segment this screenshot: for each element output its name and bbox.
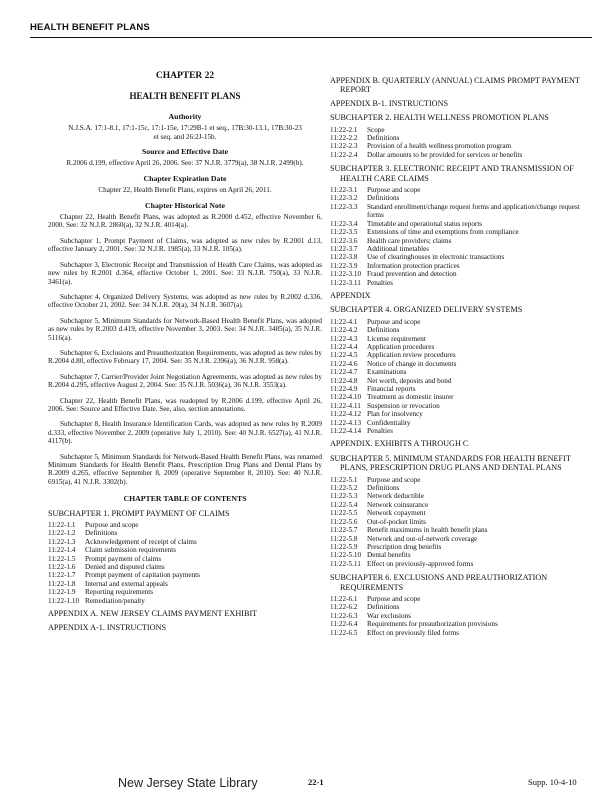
chapter-name: HEALTH BENEFIT PLANS xyxy=(129,91,241,102)
toc-appendix-heading: APPENDIX. EXHIBITS A THROUGH C xyxy=(330,439,469,449)
toc-section-title: Definitions xyxy=(367,484,400,493)
toc-section-title: Network and out-of-network coverage xyxy=(367,534,478,543)
history-paragraph: Subchapter 5, Minimum Standards for Network-Based Health Benefit Plans, was renamed Minimum Standards for Health Benefit Plans, Prescription Drug Plans and Dental Plans by R.2009 d.265, effective September 8, 2009 (operative September 8, 2010). See: 40 N.J.R. 6915(a), 41 N.J.R. 3302(b). xyxy=(48,452,322,486)
toc-section-number: 11:22-1.3 xyxy=(48,537,76,546)
toc-section-entry xyxy=(48,546,322,554)
toc-subchapter-heading: SUBCHAPTER 6. EXCLUSIONS AND PREAUTHORIZATION REQUIREMENTS xyxy=(330,573,548,592)
toc-appendix-heading: APPENDIX A-1. INSTRUCTIONS xyxy=(48,622,167,632)
toc-section-number: 11:22-3.10 xyxy=(330,270,362,279)
toc-section-number: 11:22-5.8 xyxy=(330,534,358,543)
toc-section-number: 11:22-5.3 xyxy=(330,492,358,501)
toc-section-title: Prompt payment of claims xyxy=(85,554,162,563)
toc-section-title: Definitions xyxy=(367,603,400,612)
source-text: R.2006 d.199, effective April 26, 2006. See: 37 N.J.R. 3779(a), 38 N.J.R. 2499(b). xyxy=(66,159,304,168)
toc-section-number: 11:22-3.6 xyxy=(330,236,358,245)
toc-section-entry xyxy=(330,501,588,509)
toc-section-title: Use of clearinghouses in electronic transactions xyxy=(367,253,505,262)
toc-section-entry xyxy=(330,377,588,385)
toc-section-number: 11:22-5.2 xyxy=(330,484,358,493)
toc-section-number: 11:22-1.6 xyxy=(48,563,76,572)
toc-section-entry xyxy=(330,518,588,526)
toc-section-title: Standard enrollment/change request forms and application/change request forms xyxy=(367,202,580,220)
toc-section-entry xyxy=(330,228,588,236)
toc-section-title: Purpose and scope xyxy=(85,521,139,530)
toc-appendix-heading: APPENDIX A. NEW JERSEY CLAIMS PAYMENT EXHIBIT xyxy=(48,609,258,619)
toc-section-entry xyxy=(330,410,588,418)
toc-section-title: Suspension or revocation xyxy=(367,401,440,410)
toc-section-title: Purpose and scope xyxy=(367,475,421,484)
toc-section-number: 11:22-3.4 xyxy=(330,219,358,228)
history-paragraph: Subchapter 8, Health Insurance Identification Cards, was adopted as new rules by R.2009 d.333, effective November 2, 2009 (operative July 1, 2010). See: 40 N.J.R. 6527(a), 41 N.J.R. 4117(b). xyxy=(48,420,322,446)
toc-section-title: Definitions xyxy=(367,134,400,143)
toc-section-number: 11:22-3.1 xyxy=(330,186,358,195)
toc-section-number: 11:22-5.6 xyxy=(330,517,358,526)
toc-appendix-heading: APPENDIX B-1. INSTRUCTIONS xyxy=(330,98,449,108)
toc-section-title: Fraud prevention and detection xyxy=(367,270,457,279)
toc-section-entry xyxy=(330,194,588,202)
toc-section-entry xyxy=(330,419,588,427)
toc-section-number: 11:22-4.4 xyxy=(330,342,358,351)
toc-section-number: 11:22-1.7 xyxy=(48,571,76,580)
toc-section-title: Additional timetables xyxy=(367,244,430,253)
toc-section-title: Out-of-pocket limits xyxy=(367,517,426,526)
history-paragraph: Subchapter 3, Electronic Receipt and Transmission of Health Care Claims, was adopted as new rules by R.2001 d.364, effective October 1, 2001. See: 33 N.J.R. 750(a), 33 N.J.R. 3461(a). xyxy=(48,260,322,286)
source-heading: Source and Effective Date xyxy=(141,147,229,157)
toc-section-entry xyxy=(330,186,588,194)
toc-section-title: Denied and disputed claims xyxy=(85,563,165,572)
toc-section-number: 11:22-3.3 xyxy=(330,202,358,211)
expiration-heading: Chapter Expiration Date xyxy=(143,173,227,183)
toc-section-title: Purpose and scope xyxy=(367,594,421,603)
toc-section-number: 11:22-6.4 xyxy=(330,620,358,629)
toc-section-number: 11:22-4.12 xyxy=(330,410,362,419)
toc-section-entry xyxy=(330,237,588,245)
toc-section-number: 11:22-6.3 xyxy=(330,611,358,620)
toc-section-number: 11:22-2.4 xyxy=(330,150,358,159)
toc-section-entry xyxy=(330,629,588,637)
toc-section-entry xyxy=(330,427,588,435)
toc-section-title: Remediation/penalty xyxy=(85,596,145,605)
toc-section-title: Requirements for preauthorization provisions xyxy=(367,620,498,629)
toc-section-number: 11:22-5.10 xyxy=(330,551,362,560)
toc-section-number: 11:22-4.1 xyxy=(330,317,358,326)
toc-section-entry xyxy=(330,270,588,278)
toc-section-title: Effect on previously filed forms xyxy=(367,628,460,637)
toc-section-entry xyxy=(330,620,588,628)
toc-section-entry xyxy=(330,535,588,543)
toc-section-number: 11:22-4.7 xyxy=(330,368,358,377)
toc-section-title: Definitions xyxy=(367,326,400,335)
toc-section-entry xyxy=(48,597,322,605)
toc-subchapter-heading: SUBCHAPTER 2. HEALTH WELLNESS PROMOTION PLANS xyxy=(330,113,549,123)
toc-section-number: 11:22-5.4 xyxy=(330,500,358,509)
toc-section-entry xyxy=(330,351,588,359)
toc-section-entry xyxy=(330,484,588,492)
toc-section-number: 11:22-6.1 xyxy=(330,594,358,603)
toc-section-number: 11:22-6.2 xyxy=(330,603,358,612)
toc-section-title: Notice of change in documents xyxy=(367,359,457,368)
toc-section-entry xyxy=(330,560,588,568)
toc-section-title: Application review procedures xyxy=(367,351,456,360)
toc-subchapter-heading: SUBCHAPTER 4. ORGANIZED DELIVERY SYSTEMS xyxy=(330,305,523,315)
footer-library-stamp: New Jersey State Library xyxy=(118,776,258,790)
history-paragraph: Subchapter 1, Prompt Payment of Claims, was adopted as new rules by R.2001 d.13, effective January 2, 2001. See: 32 N.J.R. 1985(a), 33 N.J.R. 105(a). xyxy=(48,236,322,254)
history-paragraph: Chapter 22, Health Benefit Plans, was adopted as R.2000 d.452, effective November 6, 2000. See: 32 N.J.R. 2860(a), 32 N.J.R. 4014(a). xyxy=(48,213,322,230)
toc-heading: CHAPTER TABLE OF CONTENTS xyxy=(123,494,247,504)
toc-section-entry xyxy=(330,151,588,159)
toc-section-title: Definitions xyxy=(367,194,400,203)
toc-section-title: Dollar amounts to be provided for services or benefits xyxy=(367,150,523,159)
toc-section-entry xyxy=(48,538,322,546)
toc-section-number: 11:22-1.9 xyxy=(48,588,76,597)
toc-section-entry xyxy=(330,262,588,270)
toc-section-entry xyxy=(330,551,588,559)
toc-section-entry xyxy=(330,142,588,150)
toc-section-title: Network deductible xyxy=(367,492,424,501)
toc-section-entry xyxy=(330,126,588,134)
toc-section-number: 11:22-4.13 xyxy=(330,418,362,427)
toc-section-title: Provision of a health wellness promotion program xyxy=(367,142,512,151)
toc-section-title: Effect on previously-approved forms xyxy=(367,559,474,568)
toc-section-title: Net worth, deposits and bond xyxy=(367,376,452,385)
toc-section-entry xyxy=(330,543,588,551)
toc-section-number: 11:22-4.6 xyxy=(330,359,358,368)
toc-left-list xyxy=(48,509,322,632)
toc-section-title: Purpose and scope xyxy=(367,186,421,195)
toc-section-entry xyxy=(48,529,322,537)
toc-section-title: Purpose and scope xyxy=(367,317,421,326)
history-heading: Chapter Historical Note xyxy=(145,200,225,210)
toc-section-entry xyxy=(330,492,588,500)
history-paragraph: Subchapter 4, Organized Delivery Systems, was adopted as new rules by R.2002 d.336, effective October 21, 2002. See: 34 N.J.R. 20(a), 34 N.J.R. 3607(a). xyxy=(48,292,322,310)
toc-section-title: Application procedures xyxy=(367,342,435,351)
toc-section-number: 11:22-3.9 xyxy=(330,261,358,270)
toc-section-title: Penalties xyxy=(367,278,393,287)
toc-section-title: Financial reports xyxy=(367,385,416,393)
toc-subchapter-heading: SUBCHAPTER 1. PROMPT PAYMENT OF CLAIMS xyxy=(48,508,230,518)
toc-section-title: Health care providers; claims xyxy=(367,236,452,245)
toc-section-number: 11:22-2.2 xyxy=(330,134,358,143)
toc-section-entry xyxy=(330,526,588,534)
toc-section-entry xyxy=(48,563,322,571)
toc-section-number: 11:22-5.5 xyxy=(330,509,358,518)
toc-section-number: 11:22-4.3 xyxy=(330,334,358,343)
toc-section-entry xyxy=(48,571,322,579)
toc-section-title: Information protection practices xyxy=(367,261,460,270)
toc-section-entry xyxy=(330,385,588,393)
header-rule xyxy=(30,37,592,38)
toc-section-entry xyxy=(48,521,322,529)
toc-section-number: 11:22-4.10 xyxy=(330,393,362,402)
authority-heading: Authority xyxy=(168,111,202,121)
toc-section-number: 11:22-5.7 xyxy=(330,526,358,535)
history-notes xyxy=(48,213,322,486)
history-paragraph: Chapter 22, Health Benefit Plans, was readopted by R.2006 d.199, effective April 26, 2006. See: Source and Effective Date. See, also, section annotations. xyxy=(48,396,322,413)
toc-section-entry xyxy=(330,335,588,343)
toc-section-entry xyxy=(330,203,588,220)
toc-section-entry xyxy=(330,595,588,603)
toc-section-number: 11:22-4.14 xyxy=(330,427,362,436)
authority-text: N.J.S.A. 17:1-8.1, 17:1-15c, 17:1-15e, 17:29B-1 et seq., 17B:30-13.1, 17B:30-23 et seq. and 26:2J-15b. xyxy=(68,124,302,141)
toc-section-entry xyxy=(330,509,588,517)
history-paragraph: Subchapter 5, Minimum Standards for Network-Based Health Benefit Plans, was adopted as new rules by R.2003 d.419, effective November 3, 2003. See: 34 N.J.R. 3485(a), 35 N.J.R. 5116(a). xyxy=(48,316,322,342)
toc-section-entry xyxy=(330,220,588,228)
toc-section-number: 11:22-2.3 xyxy=(330,142,358,151)
toc-section-entry xyxy=(330,134,588,142)
toc-section-number: 11:22-3.7 xyxy=(330,244,358,253)
toc-section-title: License requirement xyxy=(367,334,426,343)
footer-supplement: Supp. 10-4-10 xyxy=(528,777,577,787)
toc-section-entry xyxy=(48,555,322,563)
toc-section-number: 11:22-5.11 xyxy=(330,559,361,568)
toc-section-entry xyxy=(330,318,588,326)
toc-section-entry xyxy=(330,612,588,620)
toc-section-entry xyxy=(48,588,322,596)
toc-section-title: Examinations xyxy=(367,368,407,377)
toc-section-entry xyxy=(330,402,588,410)
toc-section-number: 11:22-1.4 xyxy=(48,546,76,555)
toc-appendix-heading: APPENDIX B. QUARTERLY (ANNUAL) CLAIMS PROMPT PAYMENT REPORT xyxy=(330,76,580,95)
toc-section-number: 11:22-6.5 xyxy=(330,628,358,637)
toc-section-number: 11:22-1.10 xyxy=(48,596,80,605)
toc-section-title: Network coinsurance xyxy=(367,500,429,509)
right-column xyxy=(330,72,588,637)
toc-section-title: Penalties xyxy=(367,427,393,436)
toc-section-title: Extensions of time and exemptions from compliance xyxy=(367,228,519,237)
toc-section-number: 11:22-1.1 xyxy=(48,521,76,530)
footer-page-number: 22-1 xyxy=(308,777,324,787)
toc-section-title: Plan for insolvency xyxy=(367,410,423,419)
left-column xyxy=(48,72,322,636)
history-paragraph: Subchapter 7, Carrier/Provider Joint Negotiation Agreements, was adopted as new rules by R.2004 d.295, effective August 2, 2004. See: 35 N.J.R. 5036(a), 36 N.J.R. 3553(a). xyxy=(48,372,322,390)
toc-section-title: Benefit maximums in health benefit plans xyxy=(367,526,488,535)
toc-section-number: 11:22-1.5 xyxy=(48,554,76,563)
expiration-text: Chapter 22, Health Benefit Plans, expires on April 26, 2011. xyxy=(98,186,272,195)
toc-section-entry xyxy=(330,326,588,334)
toc-section-number: 11:22-3.2 xyxy=(330,194,358,203)
toc-section-title: Treatment as domestic insurer xyxy=(367,393,454,402)
toc-section-number: 11:22-3.8 xyxy=(330,253,358,262)
toc-section-title: Prescription drug benefits xyxy=(367,542,442,551)
toc-section-entry xyxy=(330,245,588,253)
toc-section-title: Prompt payment of capitation payments xyxy=(85,571,200,580)
toc-section-number: 11:22-4.11 xyxy=(330,401,361,410)
toc-section-title: Definitions xyxy=(85,529,118,538)
running-head: HEALTH BENEFIT PLANS xyxy=(30,22,150,33)
toc-section-number: 11:22-5.9 xyxy=(330,542,358,551)
toc-section-number: 11:22-1.8 xyxy=(48,579,76,588)
toc-section-number: 11:22-4.2 xyxy=(330,326,358,335)
toc-section-number: 11:22-2.1 xyxy=(330,125,358,134)
toc-section-entry xyxy=(330,393,588,401)
toc-section-title: Internal and external appeals xyxy=(85,579,168,588)
toc-section-title: Network copayment xyxy=(367,509,426,518)
toc-section-number: 11:22-4.9 xyxy=(330,385,358,393)
toc-section-number: 11:22-3.11 xyxy=(330,278,361,287)
toc-section-title: Dental benefits xyxy=(367,551,411,560)
toc-right-list xyxy=(330,76,588,637)
toc-section-title: Scope xyxy=(367,125,385,134)
toc-section-number: 11:22-1.2 xyxy=(48,529,76,538)
toc-section-title: Reporting requirements xyxy=(85,588,154,597)
toc-appendix-heading: APPENDIX xyxy=(330,290,371,300)
chapter-title: CHAPTER 22 xyxy=(155,71,215,81)
toc-section-number: 11:22-4.8 xyxy=(330,376,358,385)
toc-section-entry xyxy=(330,360,588,368)
toc-section-title: War exclusions xyxy=(367,611,411,620)
toc-subchapter-heading: SUBCHAPTER 5. MINIMUM STANDARDS FOR HEALTH BENEFIT PLANS, PRESCRIPTION DRUG PLANS AND DENTAL PLANS xyxy=(330,453,571,473)
toc-section-number: 11:22-4.5 xyxy=(330,351,358,360)
toc-section-entry xyxy=(330,368,588,376)
toc-section-number: 11:22-3.5 xyxy=(330,228,358,237)
toc-section-title: Claim submission requirements xyxy=(85,546,177,555)
toc-section-title: Confidentiality xyxy=(367,418,411,427)
toc-section-entry xyxy=(330,476,588,484)
toc-section-entry xyxy=(330,253,588,261)
toc-section-title: Timetable and operational status reports xyxy=(367,219,483,228)
toc-section-number: 11:22-5.1 xyxy=(330,475,358,484)
toc-section-entry xyxy=(48,580,322,588)
toc-section-entry xyxy=(330,343,588,351)
toc-section-entry xyxy=(330,603,588,611)
history-paragraph: Subchapter 6, Exclusions and Preauthorization Requirements, was adopted as new rules by R.2004 d.80, effective February 17, 2004. See: 35 N.J.R. 2396(a), 36 N.J.R. 958(a). xyxy=(48,348,322,366)
toc-section-entry xyxy=(330,279,588,287)
toc-subchapter-heading: SUBCHAPTER 3. ELECTRONIC RECEIPT AND TRANSMISSION OF HEALTH CARE CLAIMS xyxy=(330,164,574,183)
toc-section-title: Acknowledgement of receipt of claims xyxy=(85,537,197,546)
